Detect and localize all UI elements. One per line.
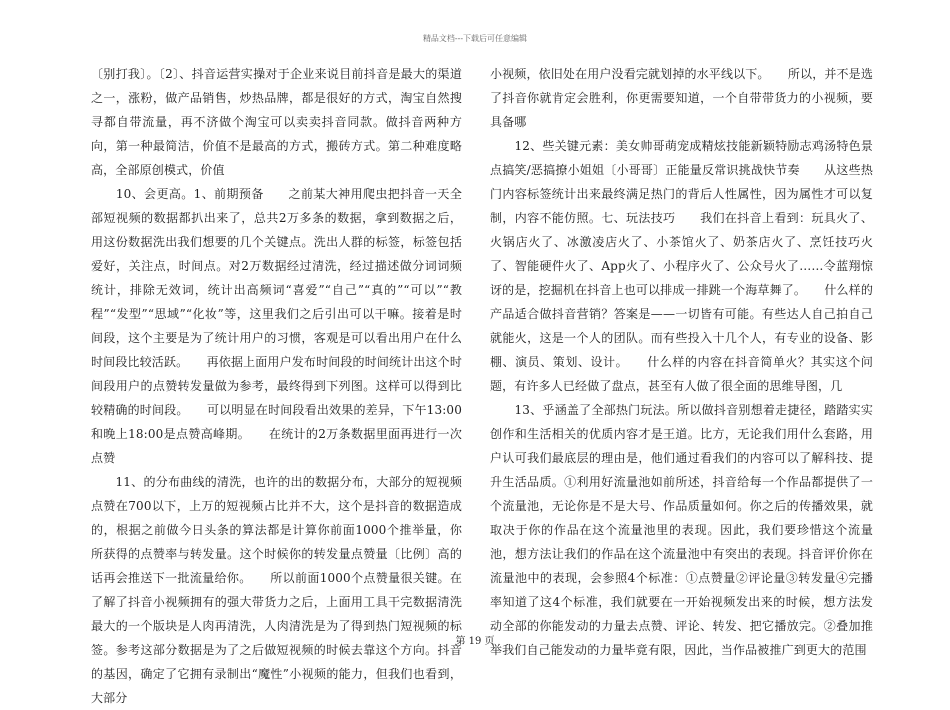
right-column — [490, 62, 873, 657]
paragraph: 小视频，依旧处在用户没看完就划掉的水平线以下。 所以，并不是选了抖音你就肯定会胜利，你更需要知道，一个自带带货力的小视频，要具备哪 — [490, 67, 873, 129]
page-header: 精品文档---下载后可任意编辑 — [422, 34, 528, 43]
paragraph: 〔别打我〕。〔2〕、抖音运营实操对于企业来说目前抖音是最大的渠道之一，涨粉，做产品销售，炒热品牌，都是很好的方式，淘宝自然搜寻都自带流量，再不济做个淘宝可以卖卖抖音同款。做抖音两种方向，第一种最简洁，价值不是最高的方式，搬砖方式。第二种难度略高，全部原创模式，价值 — [91, 67, 462, 177]
paragraph: 13、乎涵盖了全部热门玩法。所以做抖音别想着走捷径，踏踏实实创作和生活相关的优质内容才是王道。比方，无论我们用什么套路，用户认可我们最底层的理由是，他们通过看我们的内容可以了解科技、提升生活品质。①利用好流量池如前所述，抖音给每一个作品都提供了一个流量池，无论你是不是大号、作品质量如何。你之后的传播效果，就取决于你的作品在这个流量池里的表现。因此，我们要珍惜这个流量池，想方法让我们的作品在这个流量池中有突出的表现。抖音评价你在流量池中的表现，会参照4个标准：①点赞量②评论量③转发量④完播率知道了这4个标准，我们就要在一开始视频发出来的时候，想方法发动全部的你能发动的力量去点赞、评论、转发、把它播放完。②叠加推举我们自己能发动的力量毕竟有限，因此，当作品被推广到更大的范围 — [490, 403, 873, 657]
page-number: 第 19 页 — [455, 636, 495, 647]
left-column — [91, 62, 462, 705]
paragraph: 12、些关键元素：美女帅哥萌宠成精炫技能新颖特励志鸡汤特色景点搞笑/恶搞撩小姐姐〔小哥哥〕正能量反常识挑战快节奏 从这些热门内容标签统计出来最终满足热门的背后人性属性，因为属性才可以复制，内容不能仿照。七、玩法技巧 我们在抖音上看到：玩具火了、火锅店火了、冰激凌店火了、小茶馆火了、奶茶店火了、烹饪技巧火了、智能硬件火了、App火了、小程序火了、公众号火了……令蓝翔惊讶的是，挖掘机在抖音上也可以排成一排跳一个海草舞了。 什么样的产品适合做抖音营销？答案是——一切皆有可能。有些达人自己拍自己就能火，这是一个人的团队。而有些投入十几个人，有专业的设备、影棚、演员、策划、设计。 什么样的内容在抖音简单火？其实这个问题，有许多人已经做了盘点，甚至有人做了很全面的思维导图，几 — [490, 139, 873, 393]
paragraph: 10、会更高。1、前期预备 之前某大神用爬虫把抖音一天全部短视频的数据都扒出来了，总共2万多条的数据，拿到数据之后，用这份数据洗出我们想要的几个关键点。洗出人群的标签，标签包括爱好，关注点，时间点。对2万数据经过清洗，经过描述做分词词频统计，排除无效词，统计出高频词“喜爱”“自己”“真的”“可以”“教程”“发型”“思域”“化妆”等，这里我们之后引出可以干嘛。接着是时间段，这个主要是为了统计用户的习惯，客观是可以看出用户在什么时间段比较活跃。 再依据上面用户发布时间段的时间统计出这个时间段用户的点赞转发量做为参考，最终得到下列图。这样可以得到比较精确的时间段。 可以明显在时间段看出效果的差异，下午13:00和晚上18:00是点赞高峰期。 在统计的2万条数据里面再进行一次点赞 — [91, 187, 462, 465]
paragraph: 11、的分布曲线的清洗，也许的出的数据分布，大部分的短视频点赞在700以下，上万的短视频占比并不大，这个是抖音的数据造成的，根据之前做今日头条的算法都是计算你前面1000个推举量，你所获得的点赞率与转发量。这个时候你的转发量点赞量〔比例〕高的话再会推送下一批流量给你。 所以前面1000个点赞量很关键。在了解了抖音小视频拥有的强大带货力之后，上面用工具干完数据清洗最大的一个版块是人肉再清洗，人肉清洗是为了得到热门短视频的标签。参考这部分数据是为了之后做短视频的时候去靠这个方向。抖音的基因，确定了它拥有录制出“魔性”小视频的能力，但我们也看到，大部分 — [91, 475, 462, 705]
